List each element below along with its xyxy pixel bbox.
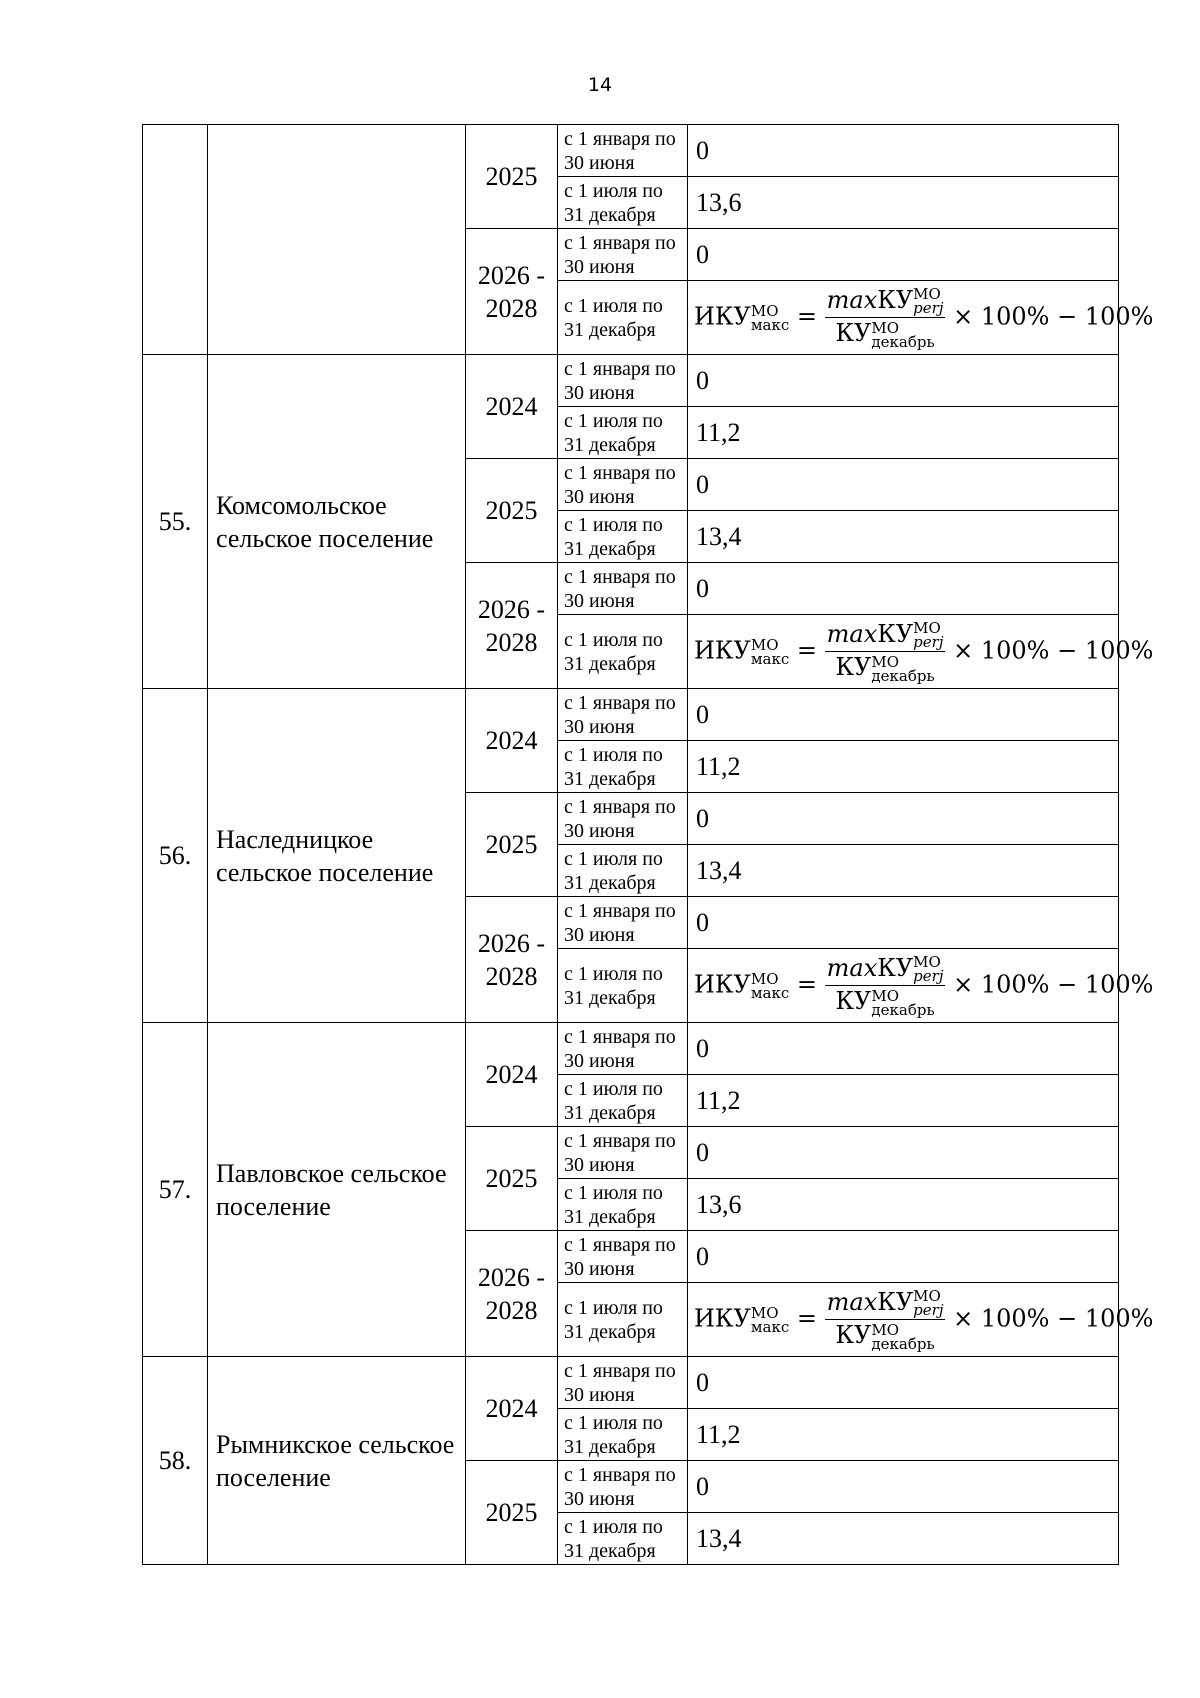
formula-num-sup: МО: [913, 953, 941, 971]
formula-lhs: ИКУ: [694, 1304, 751, 1332]
formula-num-sub: perj: [913, 1301, 944, 1319]
period-cell: с 1 июля по 31 декабря: [558, 281, 688, 355]
row-number: [143, 125, 208, 355]
year-cell: 2025: [466, 793, 558, 897]
formula-eq: =: [796, 302, 817, 330]
year-cell: 2025: [466, 1461, 558, 1565]
period-cell: с 1 января по 30 июня: [558, 1231, 688, 1283]
value-cell: 11,2: [688, 741, 1119, 793]
period-cell: с 1 января по 30 июня: [558, 229, 688, 281]
value-cell: 13,6: [688, 1179, 1119, 1231]
value-cell: 13,4: [688, 1513, 1119, 1565]
formula-den-main: КУ: [835, 653, 872, 681]
value-cell: 11,2: [688, 407, 1119, 459]
year-cell: 2025: [466, 1127, 558, 1231]
formula-lhs-sup: МО: [750, 969, 779, 988]
settlement-name: [208, 125, 466, 355]
period-cell: с 1 июля по 31 декабря: [558, 1179, 688, 1231]
formula-num-sup: МО: [913, 619, 941, 637]
formula-num-main: КУ: [877, 953, 914, 982]
value-cell: 0: [688, 229, 1119, 281]
year-cell: 2024: [466, 1357, 558, 1461]
formula-den-sub: декабрь: [871, 1000, 935, 1019]
tariff-table: [142, 124, 1154, 1565]
value-cell: 0: [688, 1357, 1119, 1409]
value-cell: 0: [688, 125, 1119, 177]
table-row: [143, 1357, 1119, 1409]
formula-eq: =: [796, 970, 817, 998]
period-cell: с 1 июля по 31 декабря: [558, 1075, 688, 1127]
formula-num-sub: perj: [913, 299, 944, 317]
formula-lhs: ИКУ: [694, 302, 751, 330]
period-cell: с 1 июля по 31 декабря: [558, 407, 688, 459]
year-cell: 2024: [466, 355, 558, 459]
table-row: [143, 355, 1119, 407]
period-cell: с 1 июля по 31 декабря: [558, 615, 688, 689]
value-cell: 0: [688, 689, 1119, 741]
formula-lhs-sup: МО: [750, 635, 779, 654]
formula-eq: =: [796, 636, 817, 664]
period-cell: с 1 января по 30 июня: [558, 793, 688, 845]
formula-lhs-sup: МО: [750, 301, 779, 320]
value-cell: 13,4: [688, 511, 1119, 563]
formula-lhs-sub: макс: [750, 1317, 790, 1336]
period-cell: с 1 июля по 31 декабря: [558, 741, 688, 793]
formula-lhs-sup: МО: [750, 1303, 779, 1322]
formula-lhs: ИКУ: [694, 636, 751, 664]
table-row: [143, 689, 1119, 741]
year-cell: 2026 - 2028: [466, 229, 558, 355]
formula-num-sub: perj: [913, 633, 944, 651]
settlement-name: Комсомольское сельское поселение: [208, 355, 466, 689]
period-cell: с 1 января по 30 июня: [558, 1357, 688, 1409]
value-cell: 0: [688, 1023, 1119, 1075]
value-cell: 0: [688, 793, 1119, 845]
formula-num-main: КУ: [877, 1287, 914, 1316]
formula-num-main: КУ: [877, 619, 914, 648]
period-cell: с 1 июля по 31 декабря: [558, 1283, 688, 1357]
formula-den-sup: МО: [871, 986, 900, 1005]
formula-max: max: [826, 619, 878, 648]
table-row: [143, 1023, 1119, 1075]
period-cell: с 1 июля по 31 декабря: [558, 1513, 688, 1565]
value-cell: 13,4: [688, 845, 1119, 897]
formula-den-main: КУ: [835, 987, 872, 1015]
row-number: 57.: [143, 1023, 208, 1357]
value-cell: 0: [688, 897, 1119, 949]
period-cell: с 1 января по 30 июня: [558, 1023, 688, 1075]
row-number: 55.: [143, 355, 208, 689]
formula-cell: [688, 615, 1154, 689]
period-cell: с 1 июля по 31 декабря: [558, 949, 688, 1023]
period-cell: с 1 января по 30 июня: [558, 125, 688, 177]
year-cell: 2026 - 2028: [466, 1231, 558, 1357]
year-cell: 2025: [466, 459, 558, 563]
period-cell: с 1 января по 30 июня: [558, 897, 688, 949]
formula-den-sup: МО: [871, 318, 900, 337]
value-cell: 0: [688, 1127, 1119, 1179]
formula-den-sup: МО: [871, 1320, 900, 1339]
period-cell: с 1 января по 30 июня: [558, 1461, 688, 1513]
formula-den-main: КУ: [835, 319, 872, 347]
formula-den-main: КУ: [835, 1321, 872, 1349]
formula-max: max: [826, 1287, 878, 1316]
period-cell: с 1 января по 30 июня: [558, 689, 688, 741]
row-number: 58.: [143, 1357, 208, 1565]
formula-lhs-sub: макс: [750, 315, 790, 334]
year-cell: 2026 - 2028: [466, 897, 558, 1023]
value-cell: 0: [688, 563, 1119, 615]
year-cell: 2024: [466, 1023, 558, 1127]
formula-lhs-sub: макс: [750, 983, 790, 1002]
period-cell: с 1 января по 30 июня: [558, 563, 688, 615]
formula-den-sup: МО: [871, 652, 900, 671]
period-cell: с 1 января по 30 июня: [558, 1127, 688, 1179]
period-cell: с 1 января по 30 июня: [558, 355, 688, 407]
value-cell: 0: [688, 1461, 1119, 1513]
value-cell: 0: [688, 355, 1119, 407]
settlement-name: Павловское сельское поселение: [208, 1023, 466, 1357]
formula-num-main: КУ: [877, 285, 914, 314]
period-cell: с 1 июля по 31 декабря: [558, 1409, 688, 1461]
formula-cell: [688, 1283, 1154, 1357]
formula-num-sup: МО: [913, 285, 941, 303]
year-cell: 2025: [466, 125, 558, 229]
formula-tail: × 100% − 100%: [953, 302, 1154, 330]
formula-tail: × 100% − 100%: [953, 970, 1154, 998]
value-cell: 11,2: [688, 1409, 1119, 1461]
formula-den-sub: декабрь: [871, 1334, 935, 1353]
formula-eq: =: [796, 1304, 817, 1332]
formula-max: max: [826, 285, 878, 314]
value-cell: 13,6: [688, 177, 1119, 229]
value-cell: 0: [688, 1231, 1119, 1283]
formula-cell: [688, 949, 1154, 1023]
formula-den-sub: декабрь: [871, 332, 935, 351]
settlement-name: Рымникское сельское поселение: [208, 1357, 466, 1565]
period-cell: с 1 июля по 31 декабря: [558, 845, 688, 897]
value-cell: 0: [688, 459, 1119, 511]
settlement-name: Наследницкое сельское поселение: [208, 689, 466, 1023]
formula-max: max: [826, 953, 878, 982]
formula-num-sub: perj: [913, 967, 944, 985]
period-cell: с 1 июля по 31 декабря: [558, 177, 688, 229]
formula-lhs: ИКУ: [694, 970, 751, 998]
formula-num-sup: МО: [913, 1287, 941, 1305]
formula-den-sub: декабрь: [871, 666, 935, 685]
period-cell: с 1 января по 30 июня: [558, 459, 688, 511]
formula-tail: × 100% − 100%: [953, 636, 1154, 664]
formula-cell: [688, 281, 1154, 355]
formula-tail: × 100% − 100%: [953, 1304, 1154, 1332]
period-cell: с 1 июля по 31 декабря: [558, 511, 688, 563]
formula-lhs-sub: макс: [750, 649, 790, 668]
year-cell: 2026 - 2028: [466, 563, 558, 689]
year-cell: 2024: [466, 689, 558, 793]
value-cell: 11,2: [688, 1075, 1119, 1127]
table-row: [143, 125, 1119, 177]
row-number: 56.: [143, 689, 208, 1023]
page-number: 14: [587, 74, 613, 96]
